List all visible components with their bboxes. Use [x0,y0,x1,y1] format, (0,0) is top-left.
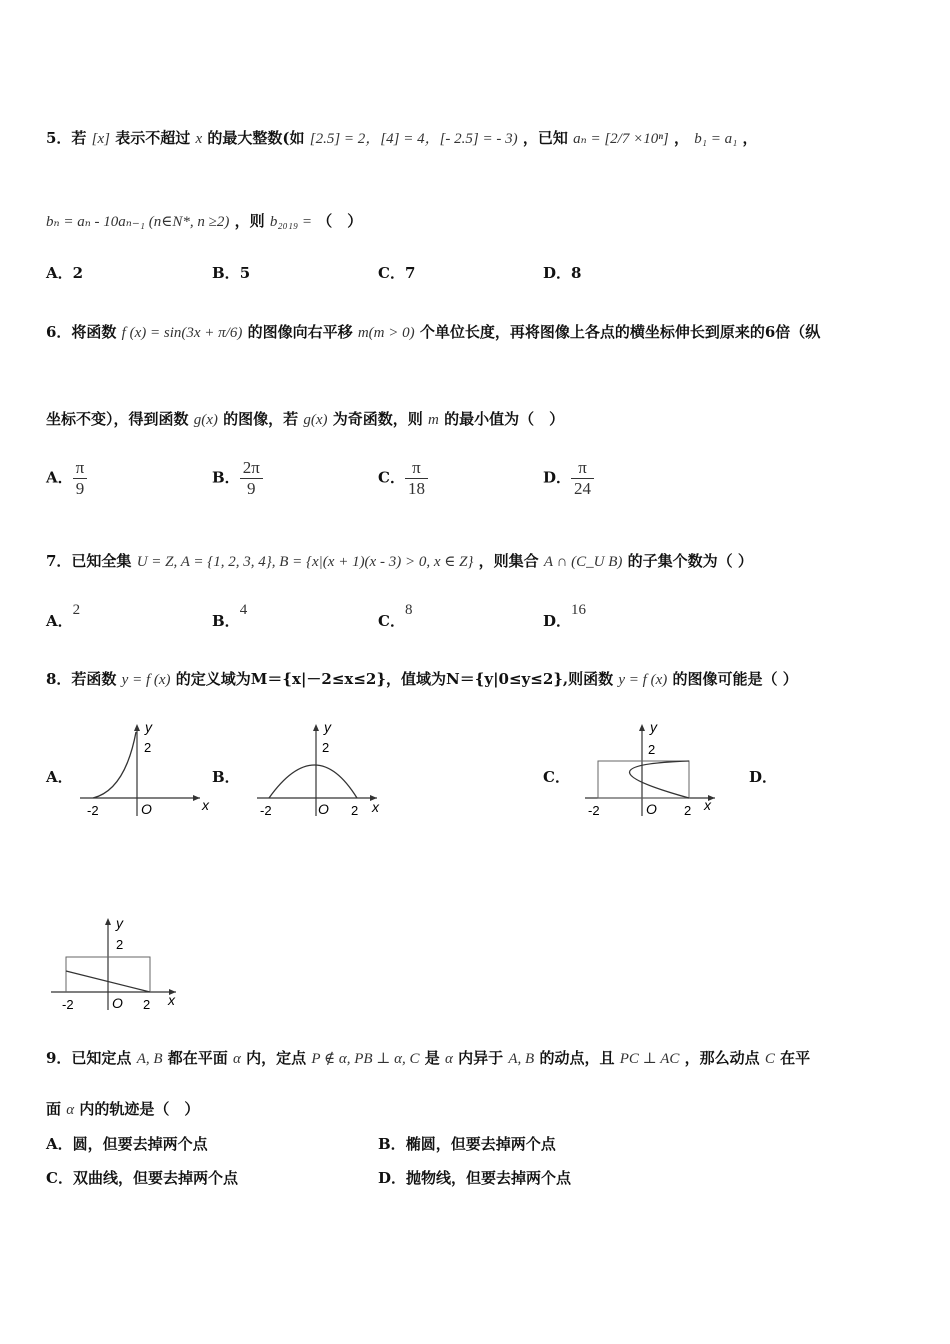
q8-graph-c [580,718,720,820]
q8-option-b[interactable]: B． [212,768,240,786]
q5-option-d[interactable]: D．8 [543,264,582,282]
q5-option-a[interactable]: A．2 [46,264,84,282]
q7-sets-formula: U = Z, A = {1, 2, 3, 4}, B = {x|(x + 1)(x - 3) > 0, x ∈ Z} [136,554,474,570]
tick-label: -2 [588,803,600,818]
tick-label: -2 [260,803,272,818]
origin-label: O [141,801,152,817]
q5-b2019: b₂₀₁₉ = [269,214,313,230]
q7-option-d[interactable]: D．16 [543,602,587,630]
q8-number: 8．若函数 [46,670,117,688]
q8-line1: 8．若函数 y = f (x) 的定义域为M＝{x|－2≤x≤2}，值域为N＝{y|0≤y≤2},则函数 y = f (x) 的图像可能是（ ） [46,670,798,688]
tick-label: 2 [322,740,330,755]
q6-fx-formula: f (x) = sin(3x + π/6) [121,325,243,341]
y-axis-label: y [116,915,123,931]
q8-graph-d [48,912,188,1014]
q5-b1-formula: b₁ = a₁ [694,131,738,147]
q8-graph-b [252,718,392,820]
q6-option-c[interactable]: C． $\frac{\pi}{18}$ [378,458,428,499]
q9-option-a[interactable]: A．圆，但要去掉两个点 [46,1135,208,1153]
q5-bn-formula: bₙ = aₙ - 10aₙ₋₁ (n∈N*, n ≥2) [46,214,230,230]
q7-option-a[interactable]: A．2 [46,602,81,630]
q5-option-b[interactable]: B．5 [212,264,251,282]
q9-option-d[interactable]: D．抛物线，但要去掉两个点 [378,1169,572,1187]
q6-line2: 坐标不变），得到函数 g(x) 的图像，若 g(x) 为奇函数，则 m 的最小值为（ ） [46,410,565,428]
x-axis-label: x [168,992,175,1008]
q5-line2: bₙ = aₙ - 10aₙ₋₁ (n∈N*, n ≥2) ，则 b₂₀₁₉ = （ ） [46,212,363,230]
q6-line1: 6．将函数 f (x) = sin(3x + π/6) 的图像向右平移 m(m > 0) 个单位长度，再将图像上各点的横坐标伸长到原来的6倍（纵 [46,323,821,341]
tick-label: 2 [144,740,152,755]
q7-option-b[interactable]: B．4 [212,602,248,630]
q9-option-b[interactable]: B．椭圆，但要去掉两个点 [378,1135,556,1153]
tick-label: -2 [62,997,74,1012]
tick-label: -2 [87,803,99,818]
y-axis-label: y [145,719,152,735]
x-axis-label: x [202,797,209,813]
q5-floor-examples: [2.5] = 2，[4] = 4，[- 2.5] = - 3) [309,131,518,147]
tick-label: 2 [684,803,692,818]
tick-label: 2 [351,803,359,818]
q7-line1: 7．已知全集 U = Z, A = {1, 2, 3, 4}, B = {x|(x + 1)(x - 3) > 0, x ∈ Z} ，则集合 A ∩ (C_U B) 的子集个数为（ ） [46,552,753,570]
origin-label: O [646,801,657,817]
q8-option-a[interactable]: A． [46,768,73,786]
q5-floor-x: [x] [91,131,111,147]
origin-label: O [112,995,123,1011]
y-axis-label: y [324,719,331,735]
tick-label: 2 [143,997,151,1012]
q8-option-d[interactable]: D． [749,768,778,786]
x-axis-label: x [372,799,379,815]
q5-line1: 5．若 [x] 表示不超过 x 的最大整数(如 [2.5] = 2，[4] = 4，[- 2.5] = - 3) ，已知 aₙ = [2/7 ×10ⁿ] ， b₁ = a₁ ， [46,129,758,147]
q6-option-b[interactable]: B． $\frac{2\pi}{9}$ [212,458,263,499]
q8-graph-a [75,718,215,820]
q7-option-c[interactable]: C．8 [378,602,413,630]
q9-number: 9．已知定点 [46,1049,132,1067]
q9-line1: 9．已知定点 A, B 都在平面 α 内，定点 P ∉ α, PB ⊥ α, C 是 α 内异于 A, B 的动点，且 PC ⊥ AC ，那么动点 C 在平 [46,1049,811,1067]
q5-number: 5．若 [46,129,87,147]
q6-option-a[interactable]: A． $\frac{\pi}{9}$ [46,458,87,499]
q6-option-d[interactable]: D． $\frac{\pi}{24}$ [543,458,594,499]
tick-label: 2 [116,937,124,952]
origin-label: O [318,801,329,817]
q7-number: 7．已知全集 [46,552,132,570]
q8-option-c[interactable]: C． [543,768,570,786]
tick-label: 2 [648,742,656,757]
q9-line2: 面 α 内的轨迹是（ ） [46,1100,200,1118]
q5-option-c[interactable]: C．7 [378,264,416,282]
y-axis-label: y [650,719,657,735]
q5-an-formula: aₙ = [2/7 ×10ⁿ] [573,131,669,147]
q9-option-c[interactable]: C．双曲线，但要去掉两个点 [46,1169,238,1187]
q6-number: 6．将函数 [46,323,117,341]
x-axis-label: x [704,797,711,813]
